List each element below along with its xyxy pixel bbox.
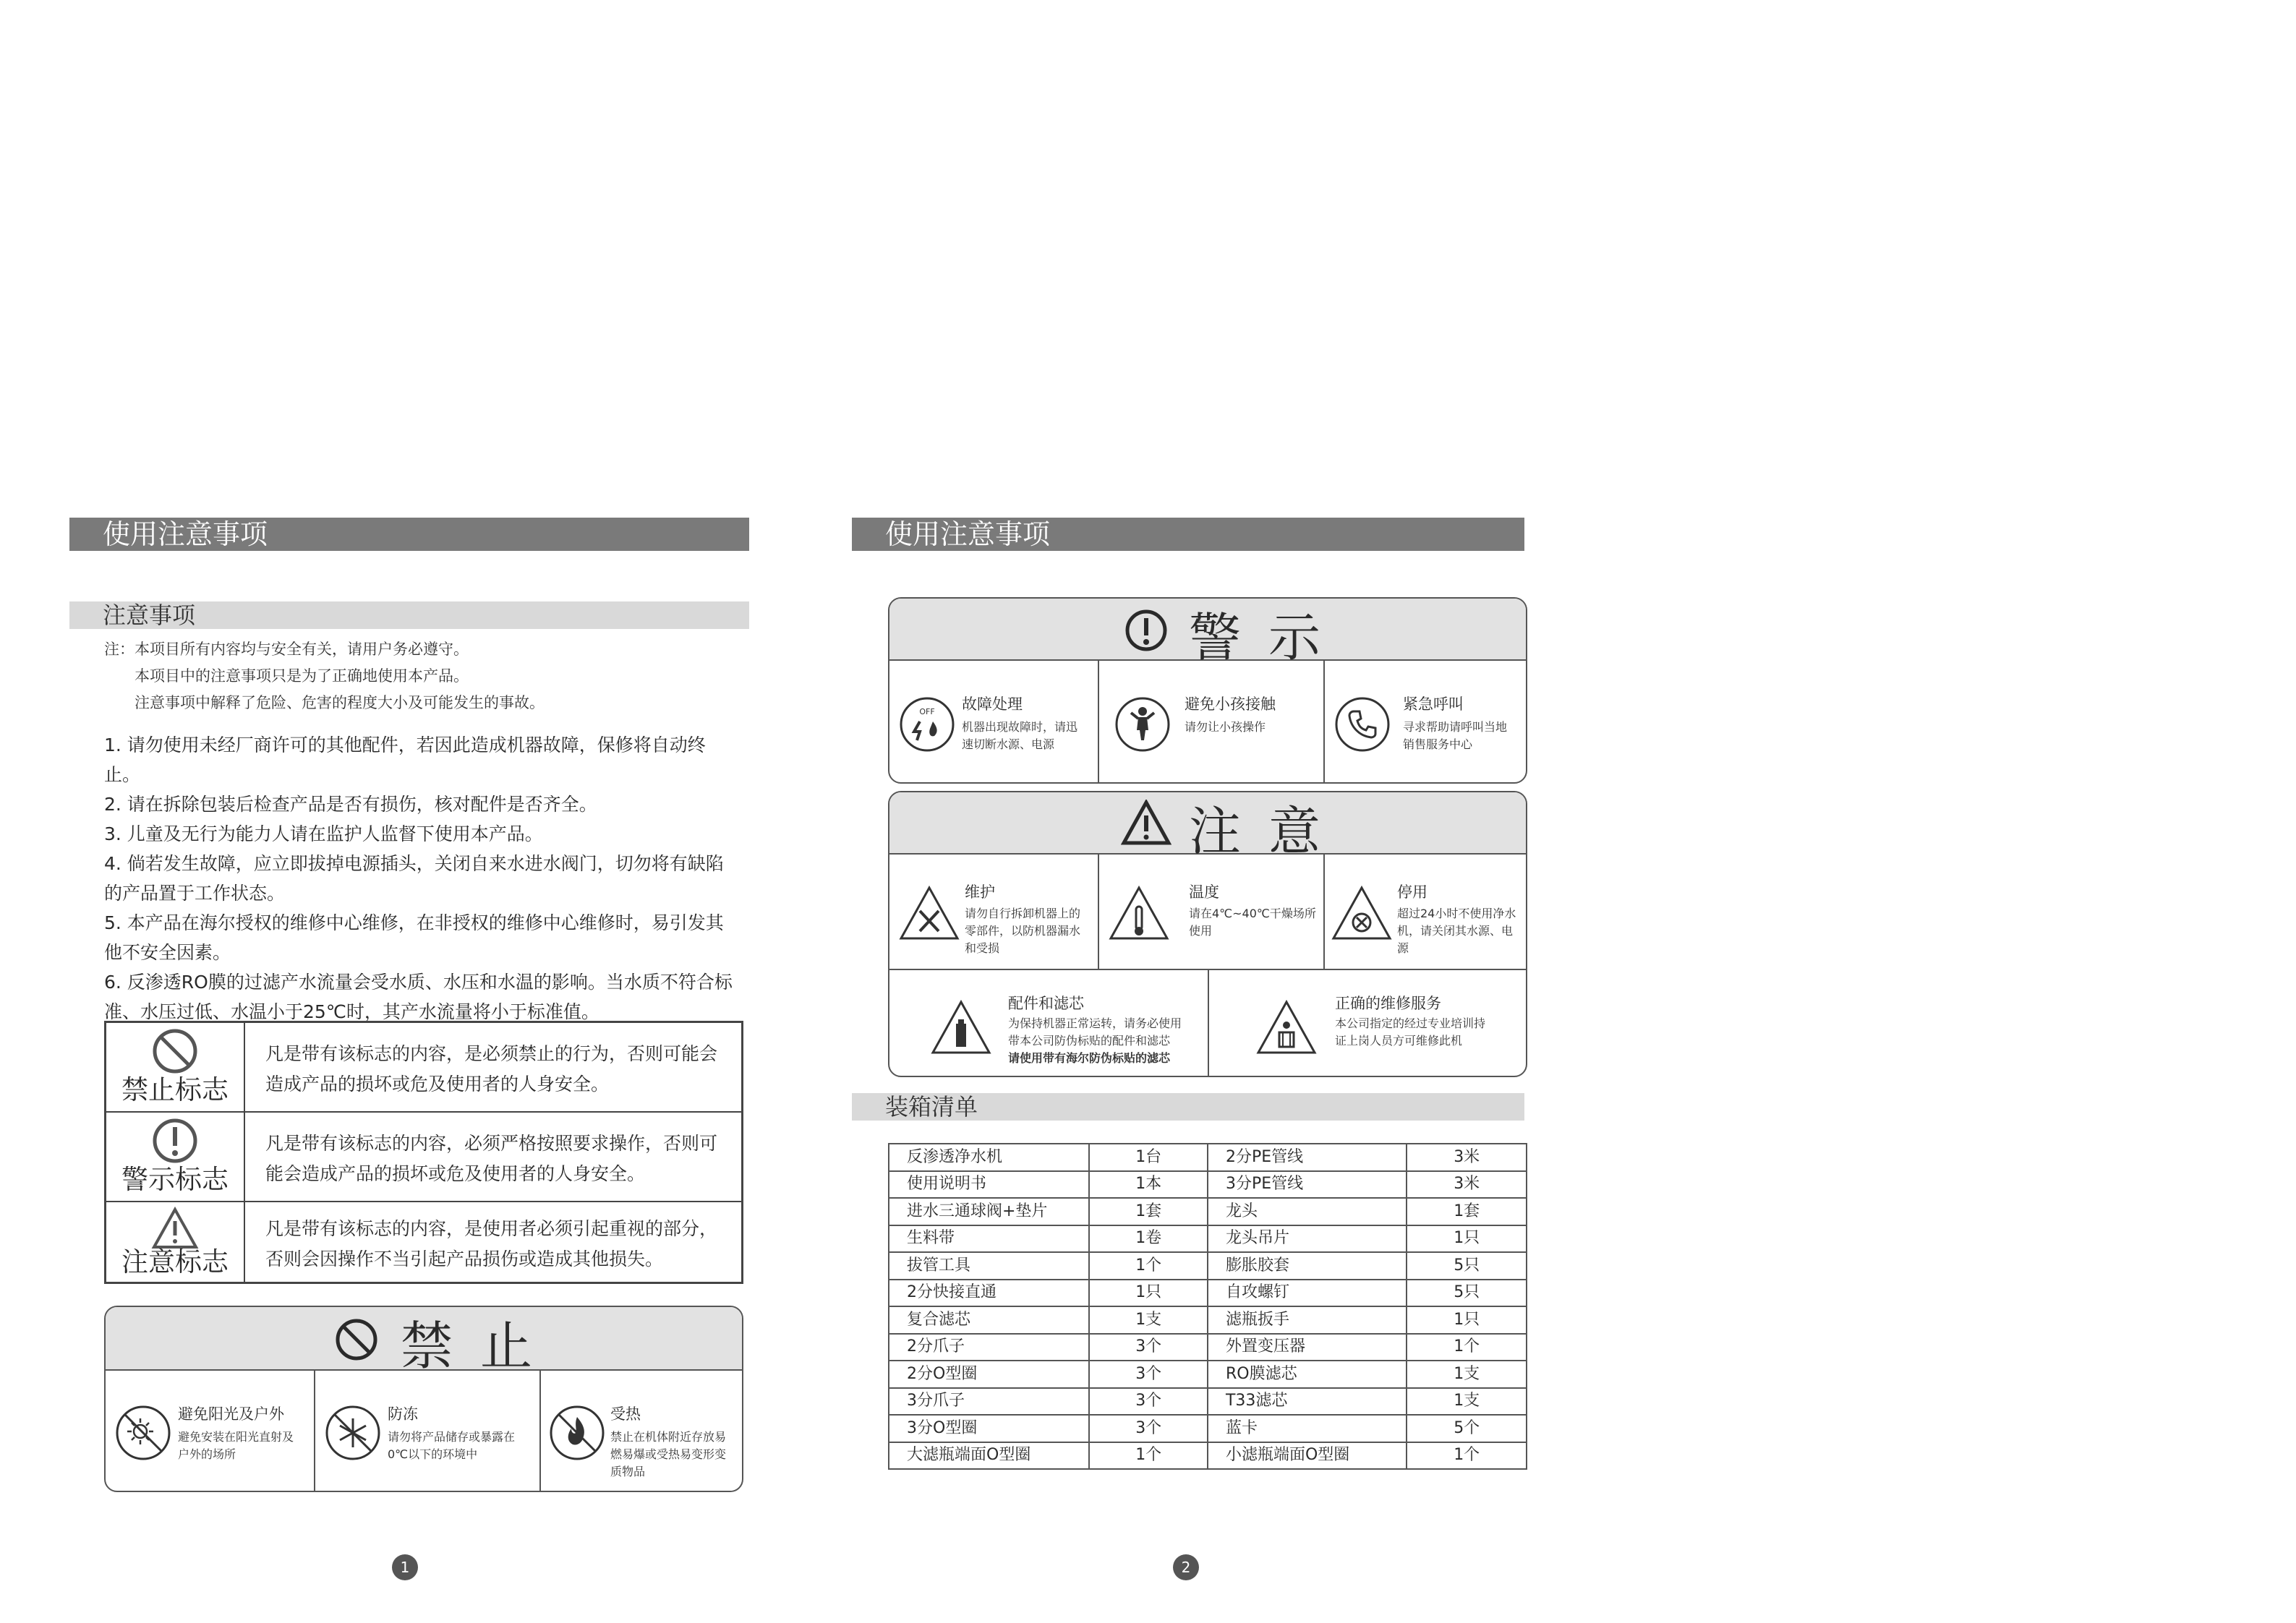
icon-off-label: OFF — [919, 707, 935, 716]
caution-cell — [1099, 855, 1325, 970]
warning-circle-icon — [1124, 608, 1169, 653]
caution-triangle-icon — [1121, 800, 1172, 846]
legend-row — [106, 1023, 741, 1113]
symbol-legend-table — [104, 1021, 743, 1284]
item-qty-cell: 1支 — [1089, 1306, 1208, 1334]
legend-label-cell — [106, 1023, 245, 1111]
item-name-cell: 使用说明书 — [889, 1171, 1089, 1199]
item-qty-cell: 1支 — [1407, 1388, 1527, 1416]
cell-desc-line: 速切断水源、电源 — [962, 737, 1055, 751]
item-name-cell: 拔管工具 — [889, 1252, 1089, 1280]
warning-panel-header — [889, 599, 1526, 668]
item-qty-cell: 3米 — [1407, 1144, 1527, 1171]
item-qty-cell: 5个 — [1407, 1415, 1527, 1442]
list-item: 6. 反渗透RO膜的过滤产水流量会受水质、水压和水温的影响。当水质不符合标准、水压过低、水温小于25℃时，其产水流量将小于标准值。 — [104, 972, 733, 1022]
legend-name: 警示标志 — [121, 1164, 229, 1195]
cell-desc-line: 户外的场所 — [178, 1447, 236, 1461]
cell-desc-line: 质物品 — [610, 1465, 646, 1478]
cell-title: 紧急呼叫 — [1403, 695, 1464, 713]
prohibit-cell — [106, 1371, 315, 1492]
item-name-cell: 蓝卡 — [1208, 1415, 1407, 1442]
cell-desc-line: 寻求帮助请呼叫当地 — [1403, 720, 1508, 734]
left-page-header: 使用注意事项 — [69, 518, 749, 551]
page-number: 2 — [1173, 1554, 1199, 1580]
table-row — [889, 1388, 1527, 1416]
cell-title: 停用 — [1397, 883, 1427, 901]
page-number: 1 — [392, 1554, 418, 1580]
cell-title: 正确的维修服务 — [1335, 995, 1441, 1012]
caution-cell — [1209, 970, 1527, 1077]
item-qty-cell: 3个 — [1089, 1334, 1208, 1361]
table-row — [889, 1334, 1527, 1361]
cell-desc-line: 禁止在机体附近存放易 — [610, 1430, 727, 1444]
legend-text: 凡是带有该标志的内容，是使用者必须引起重视的部分，否则会因操作不当引起产品损伤或造成其他损失。 — [265, 1218, 718, 1269]
warning-panel-title: 警示 — [1189, 607, 1349, 668]
item-qty-cell: 1只 — [1407, 1306, 1527, 1334]
list-item: 1. 请勿使用未经厂商许可的其他配件，若因此造成机器故障，保修将自动终止。 — [104, 735, 706, 785]
item-name-cell: 龙头 — [1208, 1198, 1407, 1225]
caution-cell — [1325, 855, 1527, 970]
cell-desc-line: 和受损 — [965, 941, 1000, 955]
caution-panel-header — [889, 792, 1526, 862]
item-qty-cell: 1卷 — [1089, 1225, 1208, 1253]
item-qty-cell: 3个 — [1089, 1361, 1208, 1388]
item-qty-cell: 5只 — [1407, 1252, 1527, 1280]
item-qty-cell: 1只 — [1407, 1225, 1527, 1253]
item-name-cell: 自攻螺钉 — [1208, 1280, 1407, 1307]
prohibit-cell — [541, 1371, 743, 1492]
legend-name: 注意标志 — [121, 1246, 229, 1277]
item-qty-cell: 3个 — [1089, 1388, 1208, 1416]
cell-desc-line: 请勿让小孩操作 — [1185, 720, 1266, 734]
item-name-cell: 3分爪子 — [889, 1388, 1089, 1416]
fire-icon — [548, 1404, 606, 1462]
legend-label-cell — [106, 1202, 245, 1283]
cell-desc-line: 销售服务中心 — [1403, 737, 1473, 751]
cell-title: 避免小孩接触 — [1185, 695, 1276, 713]
legend-row — [106, 1202, 741, 1283]
cell-title: 故障处理 — [962, 695, 1023, 713]
warning-cell — [1099, 661, 1325, 784]
item-name-cell: 2分快接直通 — [889, 1280, 1089, 1307]
item-qty-cell: 1个 — [1089, 1442, 1208, 1470]
list-item: 3. 儿童及无行为能力人请在监护人监督下使用本产品。 — [104, 823, 543, 844]
item-qty-cell: 1套 — [1407, 1198, 1527, 1225]
cell-desc-line: 0℃以下的环境中 — [388, 1447, 478, 1461]
item-name-cell: 反渗透净水机 — [889, 1144, 1089, 1171]
cell-desc-line: 本公司指定的经过专业培训持 — [1335, 1016, 1486, 1030]
item-qty-cell: 1个 — [1407, 1334, 1527, 1361]
item-name-cell: 3分O型圈 — [889, 1415, 1089, 1442]
item-qty-cell: 1套 — [1089, 1198, 1208, 1225]
table-row — [889, 1306, 1527, 1334]
thermometer-icon — [1108, 885, 1170, 941]
caution-cell — [889, 970, 1209, 1077]
table-row — [889, 1252, 1527, 1280]
cell-title: 维护 — [965, 883, 995, 901]
cell-desc-line: 源 — [1397, 941, 1409, 955]
item-name-cell: RO膜滤芯 — [1208, 1361, 1407, 1388]
cell-title: 防冻 — [388, 1405, 418, 1423]
table-row — [889, 1171, 1527, 1199]
item-name-cell: 2分O型圈 — [889, 1361, 1089, 1388]
warning-cell — [889, 661, 1099, 784]
cell-desc-bold: 请使用带有海尔防伪标贴的滤芯 — [1008, 1051, 1171, 1065]
power-off-icon — [898, 695, 956, 753]
legend-name: 禁止标志 — [121, 1074, 229, 1105]
tools-icon — [898, 885, 960, 941]
table-row — [889, 1280, 1527, 1307]
table-row — [889, 1442, 1527, 1470]
item-name-cell: 龙头吊片 — [1208, 1225, 1407, 1253]
cell-desc-line: 使用 — [1189, 924, 1213, 938]
snowflake-icon — [324, 1404, 382, 1462]
left-section-title: 注意事项 — [69, 601, 749, 629]
item-name-cell: 2分PE管线 — [1208, 1144, 1407, 1171]
item-qty-cell: 5只 — [1407, 1280, 1527, 1307]
filter-icon — [930, 999, 992, 1055]
cell-desc-line: 避免安装在阳光直射及 — [178, 1430, 294, 1444]
service-icon — [1255, 999, 1318, 1055]
cell-desc-line: 机，请关闭其水源、电 — [1397, 924, 1514, 938]
phone-icon — [1333, 695, 1391, 753]
legend-row — [106, 1113, 741, 1202]
item-name-cell: 膨胀胶套 — [1208, 1252, 1407, 1280]
legend-text: 凡是带有该标志的内容，必须严格按照要求操作，否则可能会造成产品的损坏或危及使用者的人身安全。 — [265, 1133, 718, 1184]
item-qty-cell: 1个 — [1407, 1442, 1527, 1470]
cell-desc-line: 请勿将产品储存或暴露在 — [388, 1430, 516, 1444]
item-name-cell: 外置变压器 — [1208, 1334, 1407, 1361]
packing-list-title: 装箱清单 — [852, 1093, 1524, 1121]
item-name-cell: 复合滤芯 — [889, 1306, 1089, 1334]
prohibition-icon — [334, 1317, 379, 1362]
cell-desc-line: 零部件，以防机器漏水 — [965, 924, 1081, 938]
cell-title: 避免阳光及户外 — [178, 1405, 284, 1423]
prohibit-panel-title: 禁止 — [401, 1316, 560, 1376]
item-name-cell: 大滤瓶端面O型圈 — [889, 1442, 1089, 1470]
item-qty-cell: 1个 — [1089, 1252, 1208, 1280]
cell-title: 配件和滤芯 — [1008, 995, 1084, 1012]
child-icon — [1114, 695, 1172, 753]
precaution-list — [104, 730, 741, 1027]
prohibit-panel — [104, 1306, 743, 1492]
list-item: 4. 倘若发生故障，应立即拔掉电源插头，关闭自来水进水阀门，切勿将有缺陷的产品置于工作状态。 — [104, 853, 724, 904]
packing-list-table — [888, 1143, 1527, 1470]
cell-desc-line: 为保持机器正常运转，请务必使用 — [1008, 1016, 1182, 1030]
item-name-cell: 2分爪子 — [889, 1334, 1089, 1361]
item-name-cell: 滤瓶扳手 — [1208, 1306, 1407, 1334]
prohibit-cell — [315, 1371, 541, 1492]
item-qty-cell: 1本 — [1089, 1171, 1208, 1199]
item-qty-cell: 1支 — [1407, 1361, 1527, 1388]
stop-icon — [1331, 885, 1393, 941]
note-line: 注意事项中解释了危险、危害的程度大小及可能发生的事故。 — [135, 694, 545, 711]
note-line: 注：本项目所有内容均与安全有关，请用户务必遵守。 — [104, 641, 469, 658]
caution-cell — [889, 855, 1099, 970]
item-qty-cell: 3个 — [1089, 1415, 1208, 1442]
cell-desc-line: 证上岗人员方可维修此机 — [1335, 1034, 1463, 1048]
list-item: 2. 请在拆除包装后检查产品是否有损伤，核对配件是否齐全。 — [104, 794, 597, 815]
cell-title: 受热 — [610, 1405, 641, 1423]
warning-panel — [888, 597, 1527, 784]
table-row — [889, 1144, 1527, 1171]
cell-desc-line: 超过24小时不使用净水 — [1397, 907, 1516, 920]
prohibit-panel-header — [106, 1307, 742, 1376]
cell-desc-line: 带本公司防伪标贴的配件和滤芯 — [1008, 1034, 1171, 1048]
cell-title: 温度 — [1189, 883, 1219, 901]
item-name-cell: 小滤瓶端面O型圈 — [1208, 1442, 1407, 1470]
item-name-cell: 生料带 — [889, 1225, 1089, 1253]
item-name-cell: 进水三通球阀+垫片 — [889, 1198, 1089, 1225]
table-row — [889, 1361, 1527, 1388]
legend-text: 凡是带有该标志的内容，是必须禁止的行为，否则可能会造成产品的损坏或危及使用者的人身安全。 — [265, 1043, 718, 1095]
caution-panel-title: 注意 — [1189, 801, 1349, 862]
item-name-cell: 3分PE管线 — [1208, 1171, 1407, 1199]
right-page-header: 使用注意事项 — [852, 518, 1524, 551]
item-qty-cell: 1只 — [1089, 1280, 1208, 1307]
cell-desc-line: 机器出现故障时，请迅 — [962, 720, 1078, 734]
list-item: 5. 本产品在海尔授权的维修中心维修，在非授权的维修中心维修时，易引发其他不安全因素。 — [104, 912, 724, 963]
cell-desc-line: 燃易爆或受热易变形变 — [610, 1447, 727, 1461]
item-qty-cell: 1台 — [1089, 1144, 1208, 1171]
table-row — [889, 1415, 1527, 1442]
sun-icon — [114, 1404, 172, 1462]
item-qty-cell: 3米 — [1407, 1171, 1527, 1199]
table-row — [889, 1225, 1527, 1253]
table-row — [889, 1198, 1527, 1225]
legend-label-cell — [106, 1113, 245, 1201]
warning-cell — [1325, 661, 1527, 784]
cell-desc-line: 请在4℃~40℃干燥场所 — [1189, 907, 1316, 920]
cell-desc-line: 请勿自行拆卸机器上的 — [965, 907, 1081, 920]
caution-panel — [888, 791, 1527, 1077]
note-line: 本项目中的注意事项只是为了正确地使用本产品。 — [135, 667, 469, 685]
notes-block — [104, 636, 545, 716]
item-name-cell: T33滤芯 — [1208, 1388, 1407, 1416]
